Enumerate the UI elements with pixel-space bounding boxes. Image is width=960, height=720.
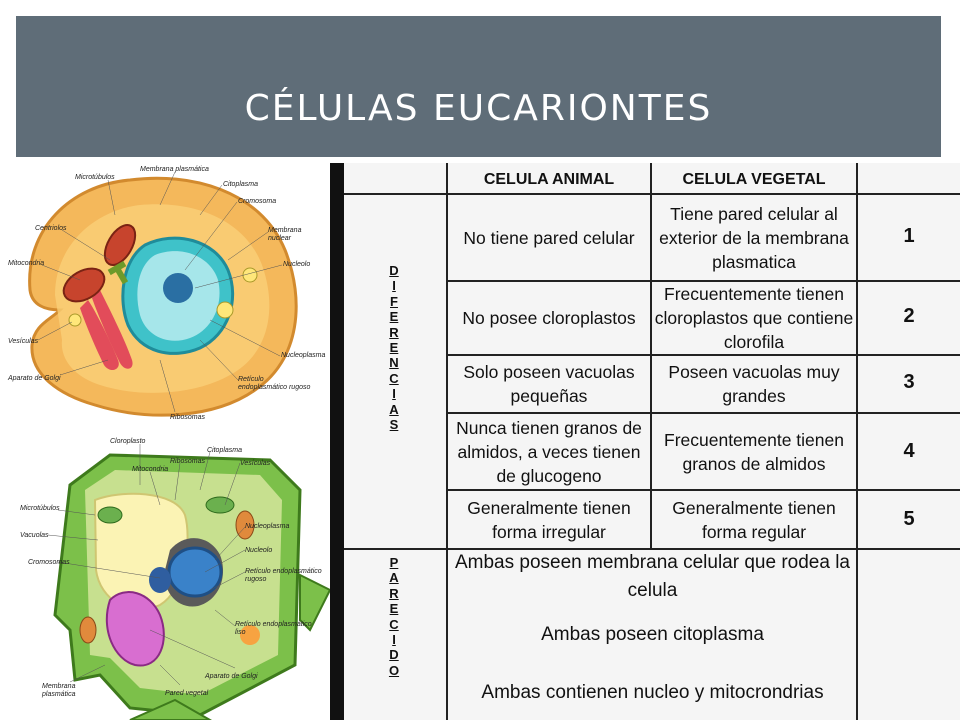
- diferencias-letter: C: [389, 370, 399, 386]
- svg-text:nuclear: nuclear: [268, 235, 291, 242]
- row-5-vegetal: Generalmente tienen forma regular: [672, 497, 836, 542]
- parecido-letter: R: [389, 585, 399, 601]
- svg-text:rugoso: rugoso: [245, 576, 267, 583]
- title-bar: [16, 16, 941, 157]
- svg-text:Aparato de Golgi: Aparato de Golgi: [8, 375, 61, 382]
- row-4-animal: Nunca tienen granos de almidos, a veces tienen de glucogeno: [456, 417, 642, 486]
- svg-text:Microtúbulos: Microtúbulos: [20, 505, 60, 512]
- row-2-animal: No posee cloroplastos: [462, 308, 636, 328]
- svg-text:Vesículas: Vesículas: [240, 460, 271, 467]
- svg-text:plasmática: plasmática: [42, 691, 76, 698]
- svg-text:Aparato de Golgi: Aparato de Golgi: [205, 673, 258, 680]
- svg-text:Nucleolo: Nucleolo: [245, 547, 273, 554]
- svg-text:Pared vegetal: Pared vegetal: [165, 690, 209, 697]
- cell-illustrations: [0, 160, 330, 720]
- row-3-vegetal: Poseen vacuolas muy grandes: [668, 362, 840, 406]
- diferencias-letter: I: [392, 278, 396, 294]
- svg-text:Vesículas: Vesículas: [8, 338, 39, 345]
- plant-cell-diagram: [20, 438, 330, 720]
- diferencias-letter: R: [389, 324, 399, 340]
- similarity-2: Ambas poseen citoplasma: [541, 624, 764, 645]
- header-animal: CELULA ANIMAL: [483, 171, 615, 188]
- parecido-letter: O: [388, 662, 400, 678]
- diferencias-letter: A: [389, 401, 399, 417]
- svg-text:Vacuolas: Vacuolas: [20, 532, 49, 539]
- row-3-animal: Solo poseen vacuolas pequeñas: [463, 362, 635, 406]
- cell-diagrams: [0, 160, 330, 720]
- svg-text:Nucleoplasma: Nucleoplasma: [245, 523, 290, 530]
- page-title: CÉLULAS EUCARIONTES: [244, 88, 713, 129]
- svg-text:Retículo endoplasmático: Retículo endoplasmático: [235, 621, 312, 628]
- row-4-number: 4: [903, 440, 915, 462]
- diferencias-letter: N: [389, 355, 399, 371]
- svg-text:liso: liso: [235, 629, 246, 636]
- row-4-vegetal: Frecuentemente tienen granos de almidos: [664, 429, 844, 474]
- diferencias-label: [380, 263, 408, 432]
- svg-text:Ribosomas: Ribosomas: [170, 414, 206, 421]
- svg-text:Mitocondria: Mitocondria: [8, 260, 45, 267]
- grid-line: [446, 548, 448, 720]
- similarity-3: Ambas contienen nucleo y mitocrondrias: [481, 682, 824, 703]
- svg-text:Membrana plasmática: Membrana plasmática: [140, 166, 209, 173]
- svg-text:Retículo: Retículo: [238, 376, 264, 383]
- svg-text:Membrana: Membrana: [268, 227, 302, 234]
- svg-text:Nucleoplasma: Nucleoplasma: [281, 352, 326, 359]
- parecido-letter: A: [389, 570, 399, 586]
- svg-text:Microtúbulos: Microtúbulos: [75, 174, 115, 181]
- svg-text:Citoplasma: Citoplasma: [223, 181, 259, 188]
- svg-text:Cloroplasto: Cloroplasto: [110, 438, 146, 445]
- parecido-letter: I: [392, 632, 396, 648]
- comparison-table: [330, 163, 960, 720]
- svg-text:Cromosomas: Cromosomas: [28, 559, 70, 566]
- parecido-letter: E: [389, 601, 399, 617]
- row-2-number: 2: [903, 305, 915, 327]
- parecido-letter: D: [389, 647, 399, 663]
- svg-text:Membrana: Membrana: [42, 683, 76, 690]
- diferencias-letter: E: [389, 309, 399, 325]
- animal-cell-diagram: [7, 166, 325, 421]
- diferencias-letter: E: [389, 340, 399, 356]
- table-left-border: [330, 163, 344, 720]
- svg-text:Nucleolo: Nucleolo: [283, 261, 311, 268]
- row-2-vegetal: Frecuentemente tienen cloroplastos que contiene clorofila: [654, 284, 854, 352]
- svg-text:Centriolos: Centriolos: [35, 225, 67, 232]
- diferencias-letter: I: [392, 386, 396, 402]
- svg-text:Retículo endoplasmático: Retículo endoplasmático: [245, 568, 322, 575]
- diferencias-letter: D: [389, 263, 399, 278]
- row-3-number: 3: [903, 371, 915, 393]
- parecido-label: [380, 555, 408, 678]
- header-vegetal: CELULA VEGETAL: [682, 171, 826, 188]
- svg-text:endoplasmático rugoso: endoplasmático rugoso: [238, 384, 311, 391]
- svg-text:Cromosoma: Cromosoma: [238, 198, 277, 205]
- svg-text:Citoplasma: Citoplasma: [207, 447, 243, 454]
- svg-text:Mitocondria: Mitocondria: [132, 466, 169, 473]
- row-1-animal: No tiene pared celular: [463, 227, 635, 248]
- diferencias-letter: F: [390, 293, 398, 309]
- row-1-number: 1: [903, 225, 915, 247]
- parecido-letter: P: [389, 555, 399, 570]
- similarity-1: Ambas poseen membrana celular que rodea la celula: [454, 552, 850, 601]
- row-5-number: 5: [903, 508, 915, 530]
- parecido-letter: C: [389, 616, 399, 632]
- row-5-animal: Generalmente tienen forma irregular: [467, 497, 631, 542]
- svg-text:Ribosomas: Ribosomas: [170, 458, 206, 465]
- row-1-vegetal: Tiene pared celular al exterior de la membrana plasmatica: [659, 203, 849, 272]
- diferencias-letter: S: [389, 417, 399, 433]
